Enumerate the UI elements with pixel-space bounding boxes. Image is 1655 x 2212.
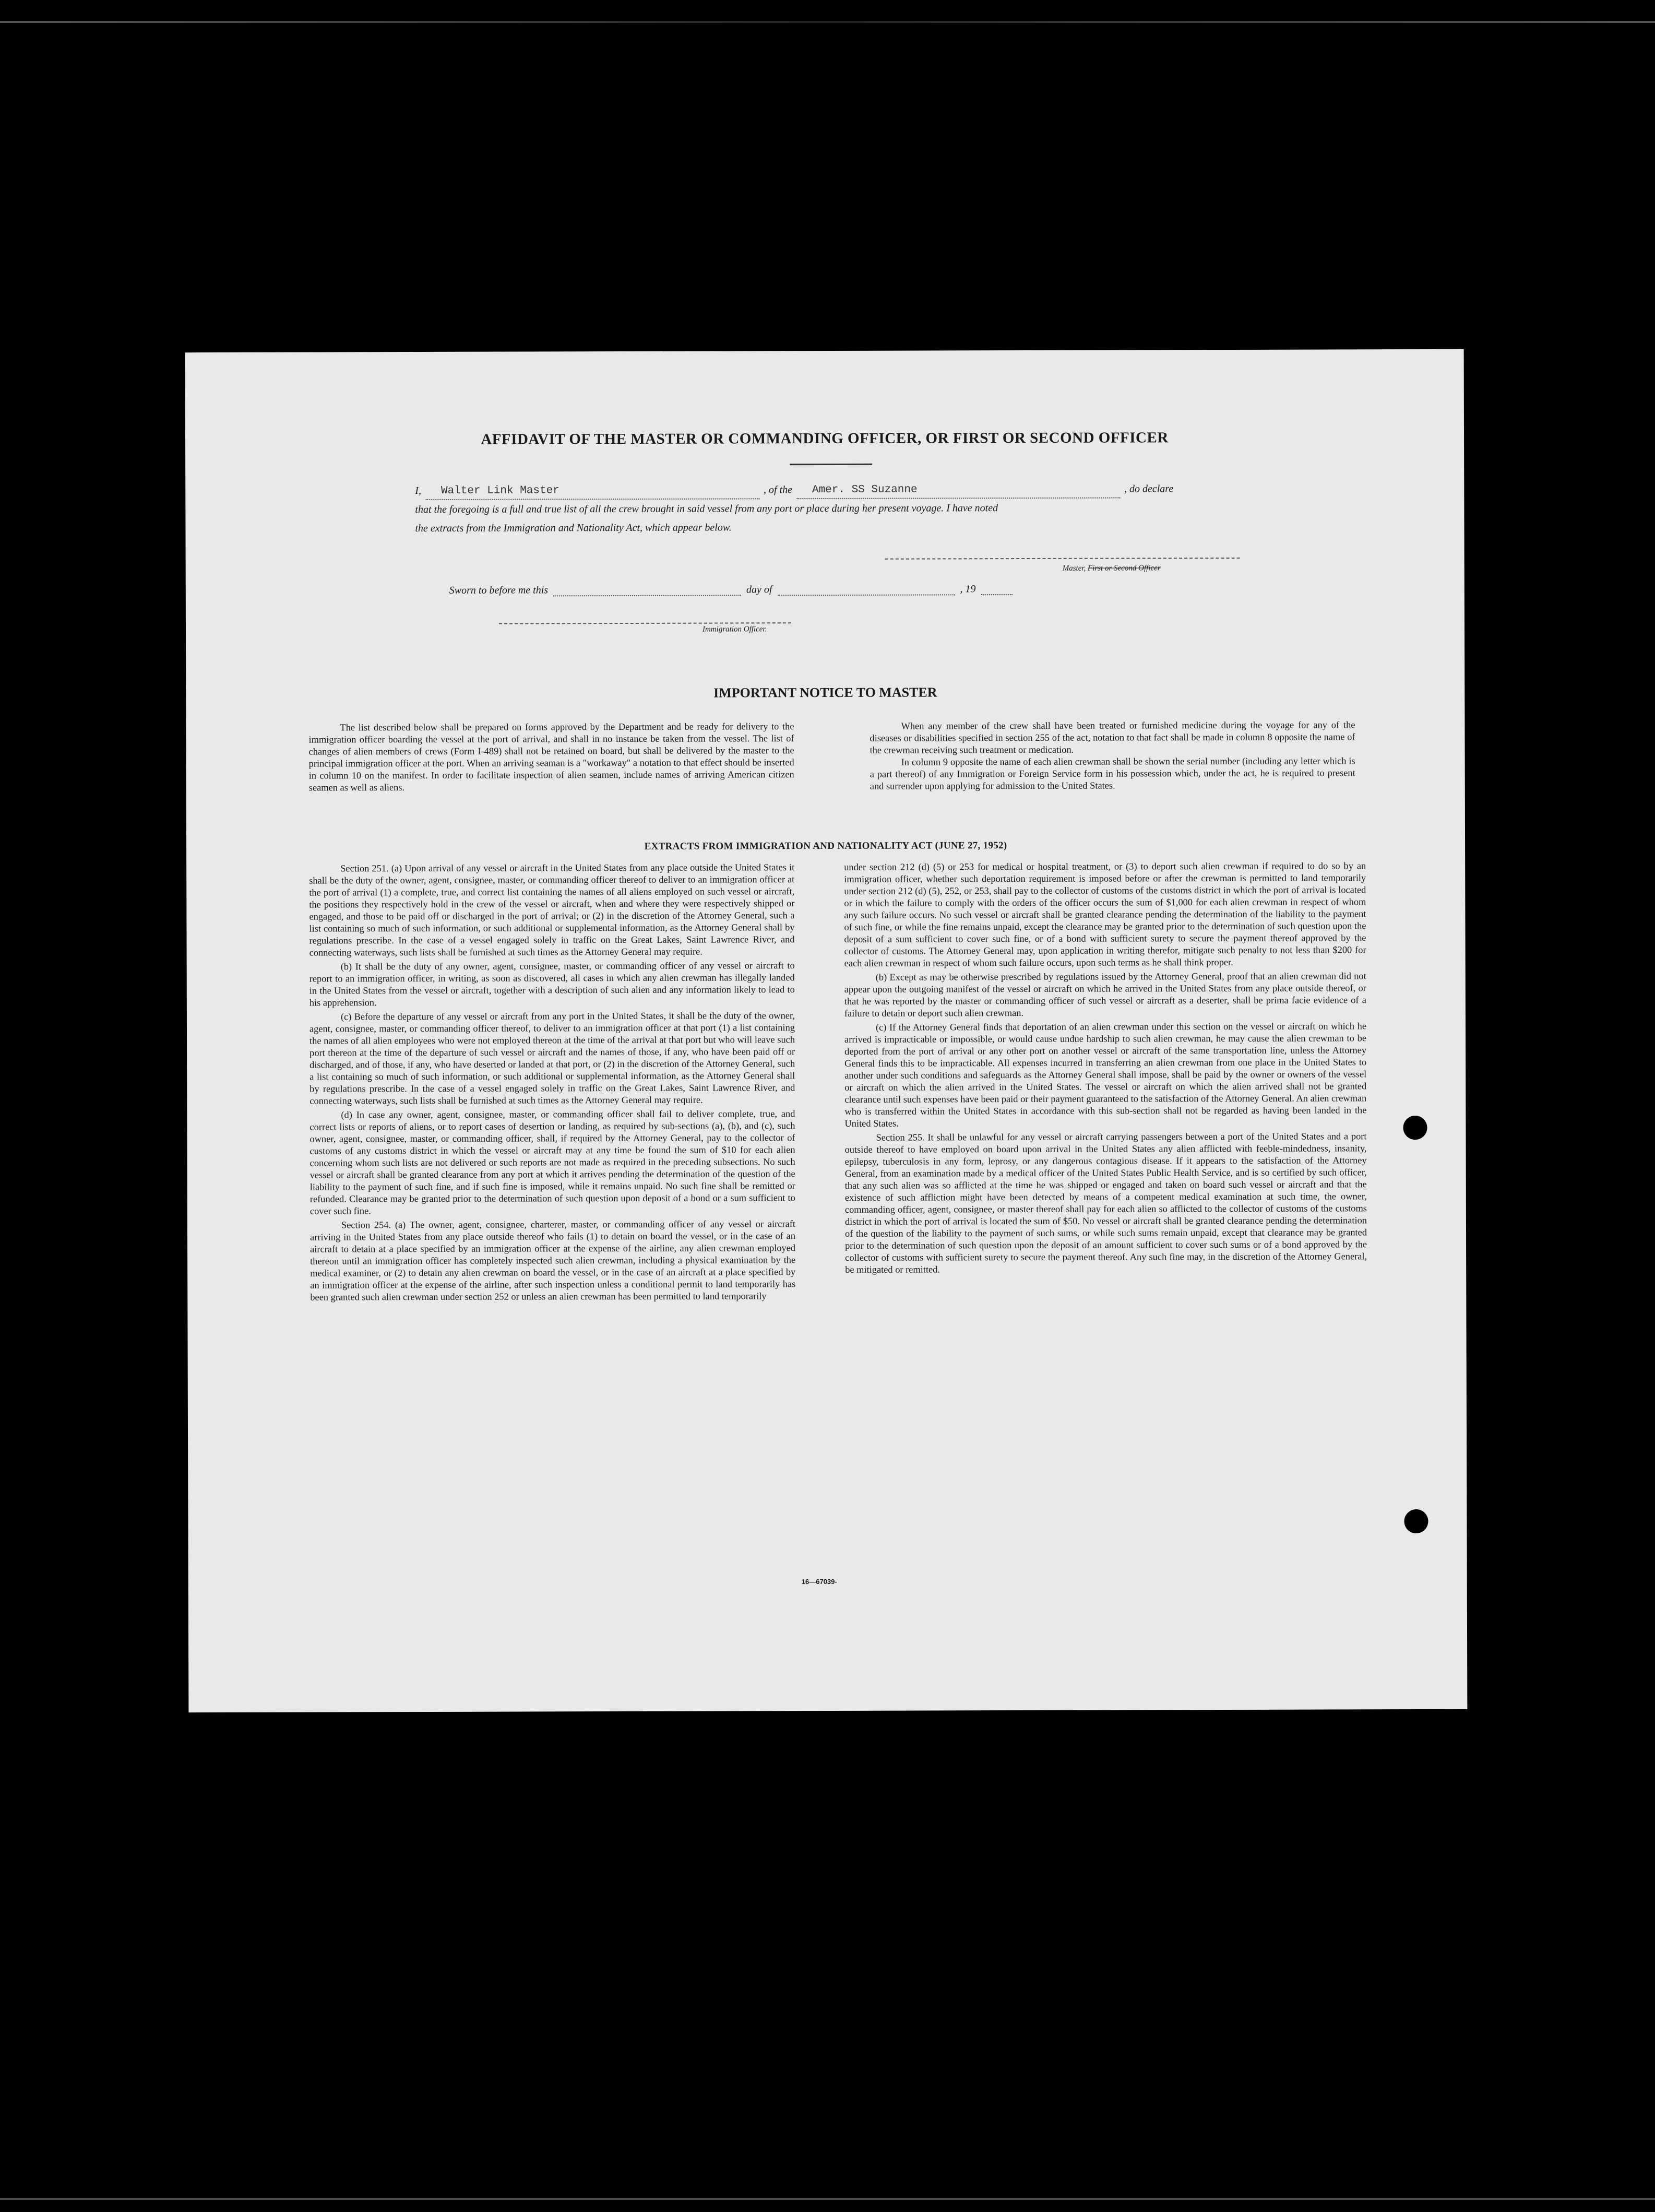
punch-hole-lower <box>1404 1509 1428 1533</box>
notice-right-column <box>870 719 1355 792</box>
sworn-day-of: day of <box>746 584 772 596</box>
section-251a-paragraph: Section 251. (a) Upon arrival of any vessel or aircraft in the United States from any place outside the United States it shall be the duty of the owner, agent, consignee, master, or commanding officer thereof to deliver to an immigration officer at the port of arrival (1) a complete, true, and correct list containing the names of all aliens employed on such vessel or aircraft, the positions they respectively hold in the crew of the vessel or aircraft, when and where they were respectively shipped or engaged, and those to be paid off or discharged in the port of arrival; or (2) in the discretion of the Attorney General, such a list containing so much of such information, or such additional or supplemental information, as the Attorney General shall by regulations prescribe. In the case of a vessel engaged solely in traffic on the Great Lakes, Saint Lawrence River, and connecting waterways, such lists shall be furnished at such times as the Attorney General may require. <box>309 862 795 958</box>
extracts-title: EXTRACTS FROM IMMIGRATION AND NATIONALITY ACT (JUNE 27, 1952) <box>644 840 1007 852</box>
section-254c-paragraph: (c) If the Attorney General finds that deportation of an alien crewman under this section on the vessel or aircraft on which he arrived is impracticable or impossible, or would cause undue hardship to such alien crewman, he may cause the alien crewman to be deported from the port of arrival or any other port on another vessel or aircraft of the same transportation line, unless the Attorney General finds this to be impracticable. All expenses incurred in transferring an alien crewman from one place in the United States to another under such conditions and safeguards as the Attorney General shall impose, shall be paid by the owner or owners of the vessel or aircraft on which the alien arrived in the United States. The vessel or aircraft on which the alien arrived shall not be granted clearance until such expenses have been paid or their payment guaranteed to the satisfaction of the Attorney General. An alien crewman who is transferred within the United States in accordance with this sub-section shall not be regarded as having been landed in the United States. <box>844 1021 1367 1129</box>
notice-paragraph: The list described below shall be prepared on forms approved by the Department and be ready for delivery to the immigration officer boarding the vessel at the port of arrival, and shall in no instance be taken from the vessel. The list of changes of alien members of crews (Form I-489) shall not be retained on board, but shall be delivered by the master to the principal immigration officer at the port. When an arriving seaman is a "workaway" a notation to that effect should be inserted in column 10 on the manifest. In order to facilitate inspection of alien seamen, include names of arriving American citizen seamen as well as aliens. <box>308 721 794 793</box>
sworn-statement-line <box>449 583 1018 597</box>
section-254a-continued-paragraph: under section 212 (d) (5) or 253 for medical or hospital treatment, or (3) to deport such alien crewman if required to do so by an immigration officer, whether such deportation requirement is imposed before or after the crewman is permitted to land temporarily under section 212 (d) (5), 252, or 253, shall pay to the collector of customs of the customs district in which the port of arrival is located or in which the failure to comply with the orders of the officer occurs the sum of $1,000 for each alien crewman in respect of whom any such failure occurs. No such vessel or aircraft shall be granted clearance pending the determination of the liability to the payment of such fine, or while the fine remains unpaid, except the clearance may be granted prior to the determination of such question upon the deposit of a sum sufficient to cover such fine, or of a bond with sufficient surety to secure the payment thereof approved by the collector of customs. The Attorney General may, upon application in writing therefor, mitigate such penalty to not less than $200 for each alien crewman in respect of whom such failure occurs, upon such terms as he shall think proper. <box>844 860 1366 968</box>
sworn-prefix: Sworn to before me this <box>449 584 549 596</box>
section-251d-paragraph: (d) In case any owner, agent, consignee, master, or commanding officer shall fail to deliver complete, true, and correct lists or reports of aliens, or to report cases of desertion or landing, as required by sub-sections (a), (b), and (c), such owner, agent, consignee, master, or commanding officer, shall, if required by the Attorney General, pay to the collector of customs of any customs district in which the vessel or aircraft may at any time be found the sum of $10 for each alien concerning whom such lists are not delivered or such reports are not made as required in the preceding subsections. No such vessel or aircraft shall be granted clearance from any port at which it arrives pending the determination of the question of the liability to the payment of such fine, and if such fine is imposed, while it remains unpaid. No such fine shall be remitted or refunded. Clearance may be granted prior to the determination of such question upon deposit of a bond or a sum sufficient to cover such fine. <box>309 1108 795 1216</box>
title-underline <box>790 464 872 465</box>
extracts-right-column <box>844 860 1367 1278</box>
sworn-year: , 19 <box>960 583 976 595</box>
vessel-name-field[interactable]: Amer. SS Suzanne <box>796 482 1120 500</box>
sworn-day-field[interactable] <box>553 583 741 596</box>
declaration-line-1 <box>415 479 1240 500</box>
declaration-line-3: the extracts from the Immigration and Nationality Act, which appear below. <box>415 522 732 535</box>
signature-caption-struck-officer: First or Second Officer <box>1088 564 1161 573</box>
officer-name-field[interactable]: Walter Link Master <box>425 482 759 500</box>
section-254a-paragraph: Section 254. (a) The owner, agent, consignee, charterer, master, or commanding officer of any vessel or aircraft arriving in the United States from any place outside thereof who fails (1) to detain on board the vessel, or in the case of an aircraft to detain at a place specified by an immigration officer at the expense of the airline, any alien crewman employed thereon until an immigration officer has completely inspected such alien crewman, including a physical examination by the medical examiner, or (2) to detain any alien crewman on board the vessel, or in the case of an aircraft at a place specified by an immigration officer at the expense of the airline, after such inspection unless a conditional permit to land temporarily has been granted such alien crewman under section 252 or unless an alien crewman has been permitted to land temporarily <box>310 1219 796 1303</box>
notice-paragraph: When any member of the crew shall have been treated or furnished medicine during the voyage for any of the diseases or disabilities specified in section 255 of the act, notation to that fact shall be made in column 8 opposite the name of the crewman receiving such treatment or medication. <box>870 719 1355 755</box>
notice-paragraph: In column 9 opposite the name of each alien crewman shall be shown the serial number (including any letter which is a part thereof) of any Immigration or Foreign Service form in his possession which, under the act, he is required to present and surrender upon applying for admission to the United States. <box>870 755 1355 791</box>
extracts-left-column <box>309 861 795 1305</box>
declaration-line-2: that the foregoing is a full and true list of all the crew brought in said vessel from any port or place during her present voyage. I have noted <box>415 502 998 516</box>
scan-bottom-edge-line <box>0 2198 1655 2200</box>
notice-title: IMPORTANT NOTICE TO MASTER <box>713 684 937 701</box>
immigration-officer-signature-line[interactable] <box>499 622 791 624</box>
master-signature-line[interactable] <box>885 558 1240 560</box>
notice-left-column <box>308 720 794 794</box>
declaration-prefix: I, <box>415 485 421 497</box>
section-255-paragraph: Section 255. It shall be unlawful for any vessel or aircraft carrying passengers between a port of the United States and a port outside thereof to have employed on board upon arrival in the United States any alien afflicted with feeble-mindedness, insanity, epilepsy, tuberculosis in any form, leprosy, or any dangerous contagious disease. If it appears to the satisfaction of the Attorney General, from an examination made by a medical officer of the United States Public Health Service, and is so certified by such officer, that any such alien was so afflicted at the time he was shipped or engaged and taken on board such vessel or aircraft and that the existence of such affliction might have been detected by means of a competent medical examination at such time, the owner, commanding officer, agent, consignee, or master thereof shall pay for each alien so afflicted to the collector of customs of the customs district in which the port of arrival is located the sum of $50. No vessel or aircraft shall be granted clearance pending the determination of the question of the liability to the payment of such sums, or while such sums remain unpaid, except that clearance may be granted prior to the determination of such question upon the deposit of an amount sufficient to cover such sums or of a bond approved by the collector of customs with sufficient surety to secure the payment thereof. Any such fine may, in the discretion of the Attorney General, be mitigated or remitted. <box>844 1131 1367 1275</box>
signature-caption <box>1063 564 1161 573</box>
sworn-year-field[interactable] <box>981 583 1012 595</box>
affidavit-form-page <box>185 349 1468 1712</box>
of-the-text: , of the <box>763 484 792 496</box>
immigration-officer-caption: Immigration Officer. <box>702 625 767 634</box>
punch-hole-upper <box>1403 1116 1427 1140</box>
affidavit-title: AFFIDAVIT OF THE MASTER OR COMMANDING OFFICER, OR FIRST OR SECOND OFFICER <box>481 429 1169 448</box>
form-code: 16—67039- <box>801 1577 837 1586</box>
section-251b-paragraph: (b) It shall be the duty of any owner, agent, consignee, master, or commanding officer of any vessel or aircraft to report to an immigration officer, in writing, as soon as discovered, all cases in which any alien crewman has illegally landed in the United States from the vessel or aircraft, together with a description of such alien and any information likely to lead to his apprehension. <box>309 960 795 1008</box>
section-254b-paragraph: (b) Except as may be otherwise prescribed by regulations issued by the Attorney General, proof that an alien crewman did not appear upon the outgoing manifest of the vessel or aircraft on which he arrived in the United States from any place outside thereof, or that he was reported by the master or commanding officer of such vessel or aircraft as a deserter, shall be prima facie evidence of a failure to detain or deport such alien crewman. <box>844 971 1366 1019</box>
signature-caption-master: Master, <box>1062 564 1086 573</box>
section-251c-paragraph: (c) Before the departure of any vessel or aircraft from any port in the United States, it shall be the duty of the owner, agent, consignee, master, or commanding officer thereof, to deliver to an immigration officer at that port (1) a list containing the names of all alien employees who were not employed thereon at the time of the arrival at that port but who will leave such port thereon at the time of the departure of such vessel or aircraft and the names of those, if any, who have been paid off or discharged, and of those, if any, who have deserted or landed at that port, or (2) in the discretion of the Attorney General, such a list containing so much of such information, or such additional or supplemental information, as the Attorney General shall by regulations prescribe. In the case of a vessel engaged solely in traffic on the Great Lakes, Saint Lawrence River, and connecting waterways, such lists shall be furnished at such times as the Attorney General may require. <box>309 1010 795 1106</box>
sworn-month-field[interactable] <box>777 583 955 596</box>
scan-top-edge-line <box>0 21 1655 23</box>
do-declare-text: , do declare <box>1124 483 1174 495</box>
